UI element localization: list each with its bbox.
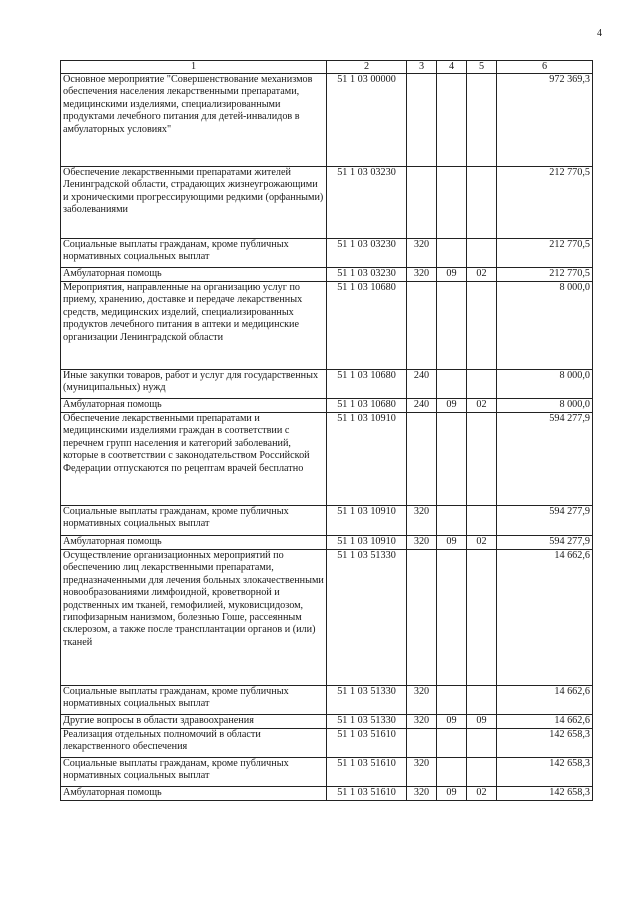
row-expense-type: 320 bbox=[407, 536, 437, 550]
row-subsection bbox=[467, 282, 497, 370]
row-name: Основное мероприятие "Совершенствование механизмов обеспечения населения лекарственными препаратами, медицинскими изделиями, специализированными продуктами лечебного питания для детей-инвалидов в амбулаторных условиях" bbox=[61, 74, 327, 167]
row-name: Мероприятия, направленные на организацию услуг по приему, хранению, доставке и передаче лекарственных средств, медицинских изделий, специализированных продуктов лечебного питания в аптеки и медицинские организации Ленинградской области bbox=[61, 282, 327, 370]
row-amount: 14 662,6 bbox=[497, 686, 593, 715]
row-amount: 14 662,6 bbox=[497, 550, 593, 686]
row-name: Другие вопросы в области здравоохранения bbox=[61, 715, 327, 729]
row-expense-type: 240 bbox=[407, 370, 437, 399]
row-amount: 212 770,5 bbox=[497, 167, 593, 239]
row-section bbox=[437, 758, 467, 787]
col-header-1: 1 bbox=[61, 61, 327, 74]
row-expense-type: 320 bbox=[407, 758, 437, 787]
row-section bbox=[437, 729, 467, 758]
row-target-code: 51 1 03 51330 bbox=[327, 550, 407, 686]
table-row bbox=[61, 399, 593, 413]
row-subsection bbox=[467, 413, 497, 506]
row-amount: 8 000,0 bbox=[497, 399, 593, 413]
row-section bbox=[437, 413, 467, 506]
row-expense-type bbox=[407, 282, 437, 370]
table-row bbox=[61, 74, 593, 167]
row-name: Амбулаторная помощь bbox=[61, 787, 327, 801]
row-name: Социальные выплаты гражданам, кроме публичных нормативных социальных выплат bbox=[61, 506, 327, 536]
row-target-code: 51 1 03 51330 bbox=[327, 686, 407, 715]
row-subsection bbox=[467, 167, 497, 239]
row-section: 09 bbox=[437, 536, 467, 550]
row-target-code: 51 1 03 10680 bbox=[327, 370, 407, 399]
row-section bbox=[437, 550, 467, 686]
row-subsection: 09 bbox=[467, 715, 497, 729]
row-expense-type: 320 bbox=[407, 239, 437, 268]
row-expense-type: 320 bbox=[407, 787, 437, 801]
row-subsection: 02 bbox=[467, 536, 497, 550]
row-name: Обеспечение лекарственными препаратами и медицинскими изделиями граждан в соответствии с перечнем групп населения и категорий заболеваний, которые в соответствии с законодательством Российской Федерации отпускаются по рецептам врачей бесплатно bbox=[61, 413, 327, 506]
table-row bbox=[61, 268, 593, 282]
row-expense-type bbox=[407, 413, 437, 506]
table-row bbox=[61, 536, 593, 550]
row-section bbox=[437, 74, 467, 167]
row-subsection bbox=[467, 74, 497, 167]
row-name: Социальные выплаты гражданам, кроме публичных нормативных социальных выплат bbox=[61, 239, 327, 268]
table-row bbox=[61, 506, 593, 536]
row-name: Социальные выплаты гражданам, кроме публичных нормативных социальных выплат bbox=[61, 758, 327, 787]
table-row bbox=[61, 758, 593, 787]
row-section bbox=[437, 686, 467, 715]
row-expense-type bbox=[407, 167, 437, 239]
row-subsection bbox=[467, 370, 497, 399]
row-expense-type bbox=[407, 550, 437, 686]
col-header-3: 3 bbox=[407, 61, 437, 74]
row-name: Реализация отдельных полномочий в области лекарственного обеспечения bbox=[61, 729, 327, 758]
row-expense-type: 320 bbox=[407, 268, 437, 282]
row-target-code: 51 1 03 10680 bbox=[327, 399, 407, 413]
row-subsection: 02 bbox=[467, 268, 497, 282]
col-header-5: 5 bbox=[467, 61, 497, 74]
col-header-4: 4 bbox=[437, 61, 467, 74]
row-amount: 8 000,0 bbox=[497, 282, 593, 370]
row-target-code: 51 1 03 10910 bbox=[327, 506, 407, 536]
row-target-code: 51 1 03 51610 bbox=[327, 729, 407, 758]
row-amount: 594 277,9 bbox=[497, 413, 593, 506]
table-row bbox=[61, 715, 593, 729]
table-row bbox=[61, 239, 593, 268]
table-row bbox=[61, 787, 593, 801]
row-subsection bbox=[467, 239, 497, 268]
row-amount: 972 369,3 bbox=[497, 74, 593, 167]
row-section: 09 bbox=[437, 399, 467, 413]
row-target-code: 51 1 03 03230 bbox=[327, 268, 407, 282]
row-target-code: 51 1 03 03230 bbox=[327, 167, 407, 239]
page-number: 4 bbox=[597, 28, 602, 39]
row-expense-type bbox=[407, 729, 437, 758]
table-row bbox=[61, 167, 593, 239]
row-target-code: 51 1 03 03230 bbox=[327, 239, 407, 268]
row-amount: 594 277,9 bbox=[497, 536, 593, 550]
row-amount: 594 277,9 bbox=[497, 506, 593, 536]
row-amount: 142 658,3 bbox=[497, 729, 593, 758]
row-target-code: 51 1 03 10680 bbox=[327, 282, 407, 370]
row-expense-type: 320 bbox=[407, 506, 437, 536]
col-header-2: 2 bbox=[327, 61, 407, 74]
row-name: Амбулаторная помощь bbox=[61, 399, 327, 413]
row-section bbox=[437, 167, 467, 239]
row-target-code: 51 1 03 51330 bbox=[327, 715, 407, 729]
row-amount: 142 658,3 bbox=[497, 787, 593, 801]
row-expense-type: 240 bbox=[407, 399, 437, 413]
row-name: Обеспечение лекарственными препаратами жителей Ленинградской области, страдающих жизнеугрожающими и хроническими прогрессирующими редкими (орфанными) заболеваниями bbox=[61, 167, 327, 239]
row-subsection: 02 bbox=[467, 787, 497, 801]
row-target-code: 51 1 03 10910 bbox=[327, 536, 407, 550]
table-row bbox=[61, 282, 593, 370]
row-amount: 212 770,5 bbox=[497, 268, 593, 282]
table-row bbox=[61, 370, 593, 399]
table-row bbox=[61, 729, 593, 758]
row-expense-type bbox=[407, 74, 437, 167]
row-name: Осуществление организационных мероприятий по обеспечению лиц лекарственными препаратами, предназначенными для лечения больных злокачественными новообразованиями лимфоидной, кроветворной и родственных им тканей, гемофилией, муковисцидозом, гипофизарным нанизмом, болезнью Гоше, рассеянным склерозом, а также после трансплантации органов и (или) тканей bbox=[61, 550, 327, 686]
row-amount: 212 770,5 bbox=[497, 239, 593, 268]
row-subsection bbox=[467, 550, 497, 686]
row-subsection: 02 bbox=[467, 399, 497, 413]
budget-table bbox=[60, 60, 593, 801]
table-row bbox=[61, 550, 593, 686]
row-name: Амбулаторная помощь bbox=[61, 536, 327, 550]
row-subsection bbox=[467, 686, 497, 715]
row-section: 09 bbox=[437, 715, 467, 729]
row-target-code: 51 1 03 00000 bbox=[327, 74, 407, 167]
row-section bbox=[437, 370, 467, 399]
row-section: 09 bbox=[437, 787, 467, 801]
row-target-code: 51 1 03 51610 bbox=[327, 758, 407, 787]
row-target-code: 51 1 03 10910 bbox=[327, 413, 407, 506]
row-subsection bbox=[467, 506, 497, 536]
row-section: 09 bbox=[437, 268, 467, 282]
header-row bbox=[61, 61, 593, 74]
row-name: Амбулаторная помощь bbox=[61, 268, 327, 282]
row-name: Социальные выплаты гражданам, кроме публичных нормативных социальных выплат bbox=[61, 686, 327, 715]
row-section bbox=[437, 239, 467, 268]
row-name: Иные закупки товаров, работ и услуг для государственных (муниципальных) нужд bbox=[61, 370, 327, 399]
row-subsection bbox=[467, 729, 497, 758]
row-expense-type: 320 bbox=[407, 715, 437, 729]
col-header-6: 6 bbox=[497, 61, 593, 74]
row-subsection bbox=[467, 758, 497, 787]
row-amount: 14 662,6 bbox=[497, 715, 593, 729]
table-row bbox=[61, 686, 593, 715]
row-amount: 8 000,0 bbox=[497, 370, 593, 399]
row-target-code: 51 1 03 51610 bbox=[327, 787, 407, 801]
row-expense-type: 320 bbox=[407, 686, 437, 715]
table-row bbox=[61, 413, 593, 506]
row-amount: 142 658,3 bbox=[497, 758, 593, 787]
row-section bbox=[437, 282, 467, 370]
row-section bbox=[437, 506, 467, 536]
